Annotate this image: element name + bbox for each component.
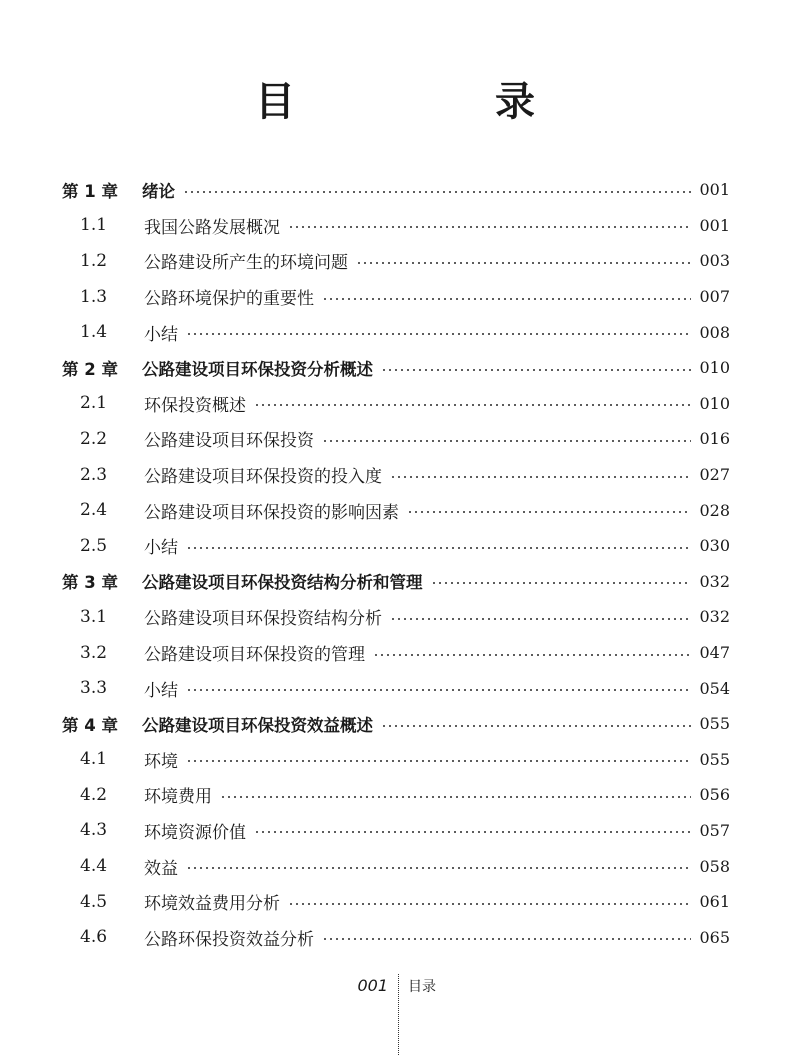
toc-entry-page-number: 016: [699, 429, 730, 449]
toc-dot-leader: [220, 796, 691, 798]
toc-dot-leader: [390, 476, 691, 478]
toc-dot-leader: [356, 262, 691, 264]
toc-entry-number: 第 1 章: [62, 181, 118, 201]
toc-section-entry[interactable]: [62, 813, 730, 849]
toc-entry-title: 绪论: [142, 181, 175, 201]
toc-entry-page-number: 001: [699, 215, 730, 235]
toc-entry-page-number: 008: [699, 322, 730, 342]
toc-dot-leader: [186, 760, 691, 762]
toc-dot-leader: [288, 903, 691, 905]
toc-dot-leader: [390, 618, 691, 620]
toc-entry-title: 公路建设项目环保投资: [144, 431, 314, 452]
toc-entry-title: 公路环保投资效益分析: [144, 929, 314, 950]
toc-entry-title: 公路环境保护的重要性: [144, 289, 314, 310]
toc-entry-page-number: 055: [699, 714, 730, 734]
toc-dot-leader: [431, 582, 692, 584]
toc-entry-page-number: 061: [699, 892, 730, 912]
toc-entry-number: 2.2: [80, 428, 108, 449]
toc-entry-page-number: 028: [699, 500, 730, 520]
toc-dot-leader: [183, 191, 691, 193]
toc-entry-page-number: 057: [699, 820, 730, 840]
toc-entry-number: 第 2 章: [62, 359, 118, 379]
toc-entry-title: 环境资源价值: [144, 822, 246, 843]
toc-entry-title: 公路建设项目环保投资分析概述: [142, 359, 373, 379]
toc-entry-title: 小结: [144, 538, 178, 559]
page-title: 目 录: [255, 79, 615, 125]
toc-dot-leader: [186, 547, 691, 549]
toc-chapter-entry[interactable]: [62, 172, 730, 208]
toc-entry-number: 1.4: [80, 322, 108, 343]
toc-dot-leader: [381, 369, 691, 371]
toc-dot-leader: [381, 725, 691, 727]
toc-dot-leader: [322, 298, 691, 300]
toc-entry-title: 公路建设项目环保投资的投入度: [144, 467, 382, 488]
toc-section-entry[interactable]: [62, 848, 730, 884]
toc-entry-number: 1.3: [80, 286, 108, 307]
toc-entry-number: 2.4: [80, 500, 108, 521]
toc-section-entry[interactable]: [62, 777, 730, 813]
page-footer: [0, 974, 790, 1055]
toc-entry-title: 环境效益费用分析: [144, 894, 280, 915]
toc-entry-page-number: 058: [699, 856, 730, 876]
toc-entry-page-number: 065: [699, 927, 730, 947]
toc-entry-number: 4.2: [80, 784, 108, 805]
toc-entry-number: 2.3: [80, 464, 108, 485]
toc-entry-page-number: 003: [699, 251, 730, 271]
toc-entry-title: 小结: [144, 680, 178, 701]
toc-entry-page-number: 010: [699, 358, 730, 378]
toc-section-entry[interactable]: [62, 314, 730, 350]
toc-chapter-entry[interactable]: [62, 564, 730, 600]
toc-entry-number: 4.4: [80, 856, 108, 877]
toc-entry-number: 第 3 章: [62, 573, 118, 593]
toc-section-entry[interactable]: [62, 919, 730, 955]
toc-dot-leader: [373, 654, 691, 656]
toc-entry-title: 我国公路发展概况: [144, 217, 280, 238]
toc-section-entry[interactable]: [62, 670, 730, 706]
toc-entry-page-number: 055: [699, 749, 730, 769]
toc-entry-title: 环境费用: [144, 787, 212, 808]
toc-entry-number: 2.1: [80, 393, 108, 414]
toc-dot-leader: [186, 867, 691, 869]
footer-page-number: 001: [357, 976, 388, 995]
toc-section-entry[interactable]: [62, 599, 730, 635]
toc-entry-title: 环保投资概述: [144, 395, 246, 416]
toc-entry-title: 环境: [144, 751, 178, 772]
toc-entry-page-number: 056: [699, 785, 730, 805]
toc-entry-title: 公路建设项目环保投资的影响因素: [144, 502, 399, 523]
toc-entry-page-number: 054: [699, 678, 730, 698]
toc-dot-leader: [254, 404, 691, 406]
toc-chapter-entry[interactable]: [62, 350, 730, 386]
footer-divider: [398, 974, 399, 1055]
toc-section-entry[interactable]: [62, 635, 730, 671]
toc-entry-title: 公路建设项目环保投资效益概述: [142, 715, 373, 735]
toc-dot-leader: [407, 511, 691, 513]
toc-section-entry[interactable]: [62, 528, 730, 564]
toc-entry-number: 1.1: [80, 215, 108, 236]
toc-entry-number: 4.1: [80, 749, 108, 770]
toc-entry-title: 效益: [144, 858, 178, 879]
toc-dot-leader: [186, 333, 691, 335]
toc-entry-number: 3.3: [80, 678, 108, 699]
toc-entry-title: 公路建设项目环保投资结构分析: [144, 609, 382, 630]
toc-section-entry[interactable]: [62, 884, 730, 920]
toc-dot-leader: [186, 689, 691, 691]
toc-section-entry[interactable]: [62, 279, 730, 315]
toc-entry-page-number: 032: [699, 571, 730, 591]
footer-section-label: 目录: [408, 979, 436, 995]
toc-dot-leader: [322, 938, 691, 940]
toc-entry-number: 3.1: [80, 606, 108, 627]
toc-entry-title: 公路建设所产生的环境问题: [144, 253, 348, 274]
toc-section-entry[interactable]: [62, 742, 730, 778]
toc-section-entry[interactable]: [62, 492, 730, 528]
toc-entry-title: 小结: [144, 324, 178, 345]
toc-dot-leader: [254, 831, 691, 833]
toc-section-entry[interactable]: [62, 457, 730, 493]
toc-entry-number: 4.3: [80, 820, 108, 841]
toc-section-entry[interactable]: [62, 243, 730, 279]
toc-entry-title: 公路建设项目环保投资结构分析和管理: [142, 573, 423, 593]
toc-chapter-entry[interactable]: [62, 706, 730, 742]
toc-entry-number: 3.2: [80, 642, 108, 663]
toc-entry-page-number: 001: [699, 180, 730, 200]
toc-entry-number: 第 4 章: [62, 715, 118, 735]
toc-entry-page-number: 027: [699, 465, 730, 485]
toc-entry-title: 公路建设项目环保投资的管理: [144, 645, 365, 666]
toc-entry-page-number: 010: [699, 393, 730, 413]
toc-dot-leader: [322, 440, 691, 442]
toc-section-entry[interactable]: [62, 386, 730, 422]
table-of-contents: [62, 172, 730, 955]
toc-section-entry[interactable]: [62, 421, 730, 457]
toc-entry-number: 2.5: [80, 535, 108, 556]
toc-entry-number: 4.5: [80, 891, 108, 912]
toc-entry-page-number: 007: [699, 287, 730, 307]
toc-entry-number: 4.6: [80, 927, 108, 948]
toc-entry-page-number: 047: [699, 643, 730, 663]
toc-entry-page-number: 030: [699, 536, 730, 556]
toc-section-entry[interactable]: [62, 208, 730, 244]
toc-dot-leader: [288, 226, 691, 228]
toc-entry-page-number: 032: [699, 607, 730, 627]
toc-entry-number: 1.2: [80, 250, 108, 271]
